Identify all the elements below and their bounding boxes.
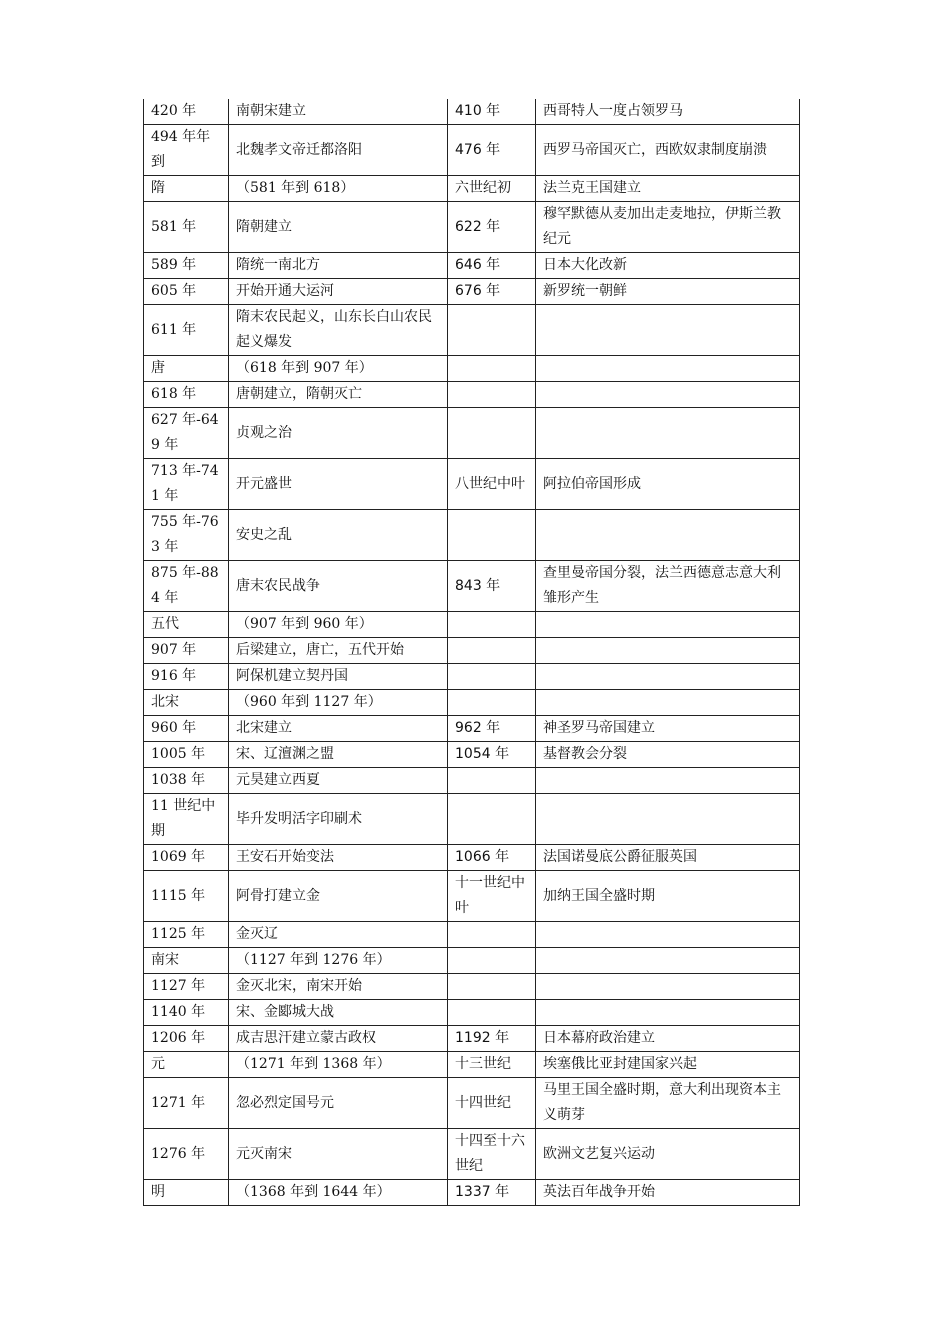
world-date-cell [448,1000,536,1026]
china-event-cell: （581 年到 618） [229,176,448,202]
china-event-cell: 元昊建立西夏 [229,768,448,794]
china-event-cell: 忽必烈定国号元 [229,1078,448,1129]
china-event-cell: 开始开通大运河 [229,279,448,305]
world-date-cell [448,974,536,1000]
world-event-cell: 法兰克王国建立 [536,176,800,202]
table-row [144,638,800,664]
world-date-cell [448,408,536,459]
china-date-cell: 1276 年 [144,1129,229,1180]
china-event-cell: 隋末农民起义，山东长白山农民起义爆发 [229,305,448,356]
world-event-cell: 查里曼帝国分裂，法兰西德意志意大利雏形产生 [536,561,800,612]
table-row [144,690,800,716]
world-event-cell: 西哥特人一度占领罗马 [536,99,800,125]
china-date-cell: 1125 年 [144,922,229,948]
china-date-cell: 1115 年 [144,871,229,922]
table-row [144,510,800,561]
china-event-cell: 阿保机建立契丹国 [229,664,448,690]
world-date-cell: 1054 年 [448,742,536,768]
china-date-cell: 元 [144,1052,229,1078]
china-event-cell: （907 年到 960 年） [229,612,448,638]
china-date-cell: 1140 年 [144,1000,229,1026]
china-event-cell: 宋、金郾城大战 [229,1000,448,1026]
table-row [144,845,800,871]
world-date-cell: 六世纪初 [448,176,536,202]
table-row [144,176,800,202]
china-event-cell: 隋统一南北方 [229,253,448,279]
table-row [144,202,800,253]
table-row [144,664,800,690]
china-date-cell: 五代 [144,612,229,638]
china-date-cell: 605 年 [144,279,229,305]
world-event-cell: 法国诺曼底公爵征服英国 [536,845,800,871]
table-row [144,125,800,176]
world-event-cell [536,948,800,974]
world-date-cell: 八世纪中叶 [448,459,536,510]
china-event-cell: 后梁建立，唐亡，五代开始 [229,638,448,664]
table-row [144,1000,800,1026]
china-event-cell: 宋、辽澶渊之盟 [229,742,448,768]
china-date-cell: 627 年-649 年 [144,408,229,459]
world-event-cell [536,638,800,664]
china-date-cell: 611 年 [144,305,229,356]
china-event-cell: 唐朝建立，隋朝灭亡 [229,382,448,408]
table-row [144,356,800,382]
world-date-cell: 646 年 [448,253,536,279]
china-date-cell: 907 年 [144,638,229,664]
world-event-cell: 加纳王国全盛时期 [536,871,800,922]
world-event-cell: 日本大化改新 [536,253,800,279]
world-event-cell: 基督教会分裂 [536,742,800,768]
china-date-cell: 隋 [144,176,229,202]
table-row [144,459,800,510]
china-event-cell: 开元盛世 [229,459,448,510]
world-date-cell [448,382,536,408]
world-event-cell: 马里王国全盛时期，意大利出现资本主义萌芽 [536,1078,800,1129]
world-date-cell: 476 年 [448,125,536,176]
table-row [144,871,800,922]
world-event-cell: 英法百年战争开始 [536,1180,800,1206]
world-date-cell [448,638,536,664]
world-event-cell: 神圣罗马帝国建立 [536,716,800,742]
china-event-cell: 唐末农民战争 [229,561,448,612]
world-event-cell: 埃塞俄比亚封建国家兴起 [536,1052,800,1078]
table-row [144,99,800,125]
world-date-cell [448,356,536,382]
china-date-cell: 618 年 [144,382,229,408]
china-date-cell: 1127 年 [144,974,229,1000]
world-date-cell: 1192 年 [448,1026,536,1052]
china-event-cell: 隋朝建立 [229,202,448,253]
china-event-cell: （1368 年到 1644 年） [229,1180,448,1206]
table-row [144,1078,800,1129]
world-event-cell [536,768,800,794]
china-event-cell: 安史之乱 [229,510,448,561]
china-event-cell: 阿骨打建立金 [229,871,448,922]
table-row [144,948,800,974]
table-row [144,561,800,612]
world-event-cell: 日本幕府政治建立 [536,1026,800,1052]
world-date-cell: 962 年 [448,716,536,742]
china-date-cell: 南宋 [144,948,229,974]
china-event-cell: （960 年到 1127 年） [229,690,448,716]
china-date-cell: 494 年年到 [144,125,229,176]
world-date-cell: 十三世纪 [448,1052,536,1078]
world-event-cell [536,408,800,459]
china-date-cell: 北宋 [144,690,229,716]
table-row [144,1026,800,1052]
table-row [144,612,800,638]
china-date-cell: 11 世纪中期 [144,794,229,845]
china-date-cell: 581 年 [144,202,229,253]
world-date-cell [448,768,536,794]
china-event-cell: 贞观之治 [229,408,448,459]
world-date-cell: 843 年 [448,561,536,612]
china-date-cell: 755 年-763 年 [144,510,229,561]
table-row [144,716,800,742]
world-date-cell [448,510,536,561]
world-date-cell [448,690,536,716]
china-date-cell: 1206 年 [144,1026,229,1052]
china-date-cell: 960 年 [144,716,229,742]
china-date-cell: 1038 年 [144,768,229,794]
china-event-cell: 金灭北宋，南宋开始 [229,974,448,1000]
china-date-cell: 1069 年 [144,845,229,871]
world-event-cell [536,664,800,690]
china-date-cell: 875 年-884 年 [144,561,229,612]
world-event-cell [536,305,800,356]
world-event-cell: 欧洲文艺复兴运动 [536,1129,800,1180]
world-event-cell [536,974,800,1000]
china-date-cell: 589 年 [144,253,229,279]
china-event-cell: 南朝宋建立 [229,99,448,125]
world-event-cell [536,510,800,561]
table-row [144,1052,800,1078]
china-date-cell: 1271 年 [144,1078,229,1129]
world-date-cell: 1337 年 [448,1180,536,1206]
china-event-cell: （1271 年到 1368 年） [229,1052,448,1078]
table-row [144,974,800,1000]
china-event-cell: 毕升发明活字印刷术 [229,794,448,845]
world-date-cell: 410 年 [448,99,536,125]
world-date-cell [448,922,536,948]
china-date-cell: 唐 [144,356,229,382]
china-event-cell: （618 年到 907 年） [229,356,448,382]
world-date-cell: 676 年 [448,279,536,305]
world-date-cell: 1066 年 [448,845,536,871]
china-event-cell: 北魏孝文帝迁都洛阳 [229,125,448,176]
world-date-cell: 十四至十六世纪 [448,1129,536,1180]
china-event-cell: 金灭辽 [229,922,448,948]
world-date-cell [448,948,536,974]
world-event-cell [536,922,800,948]
china-date-cell: 916 年 [144,664,229,690]
table-row [144,279,800,305]
table-row [144,922,800,948]
china-date-cell: 420 年 [144,99,229,125]
world-date-cell: 622 年 [448,202,536,253]
world-date-cell [448,305,536,356]
world-date-cell [448,664,536,690]
table-row [144,305,800,356]
timeline-table [143,99,800,1206]
table-row [144,1180,800,1206]
world-date-cell [448,612,536,638]
world-event-cell [536,794,800,845]
world-date-cell: 十四世纪 [448,1078,536,1129]
china-date-cell: 明 [144,1180,229,1206]
table-row [144,408,800,459]
table-row [144,253,800,279]
table-row [144,794,800,845]
world-date-cell: 十一世纪中叶 [448,871,536,922]
china-event-cell: （1127 年到 1276 年） [229,948,448,974]
table-row [144,742,800,768]
world-event-cell: 新罗统一朝鲜 [536,279,800,305]
china-event-cell: 成吉思汗建立蒙古政权 [229,1026,448,1052]
world-event-cell [536,612,800,638]
china-event-cell: 王安石开始变法 [229,845,448,871]
world-event-cell [536,1000,800,1026]
table-row [144,768,800,794]
world-date-cell [448,794,536,845]
world-event-cell: 西罗马帝国灭亡，西欧奴隶制度崩溃 [536,125,800,176]
timeline-body [144,99,800,1206]
world-event-cell [536,356,800,382]
table-row [144,1129,800,1180]
china-date-cell: 713 年-741 年 [144,459,229,510]
world-event-cell: 穆罕默德从麦加出走麦地拉，伊斯兰教纪元 [536,202,800,253]
china-event-cell: 元灭南宋 [229,1129,448,1180]
world-event-cell [536,382,800,408]
china-date-cell: 1005 年 [144,742,229,768]
china-event-cell: 北宋建立 [229,716,448,742]
world-event-cell: 阿拉伯帝国形成 [536,459,800,510]
world-event-cell [536,690,800,716]
table-row [144,382,800,408]
